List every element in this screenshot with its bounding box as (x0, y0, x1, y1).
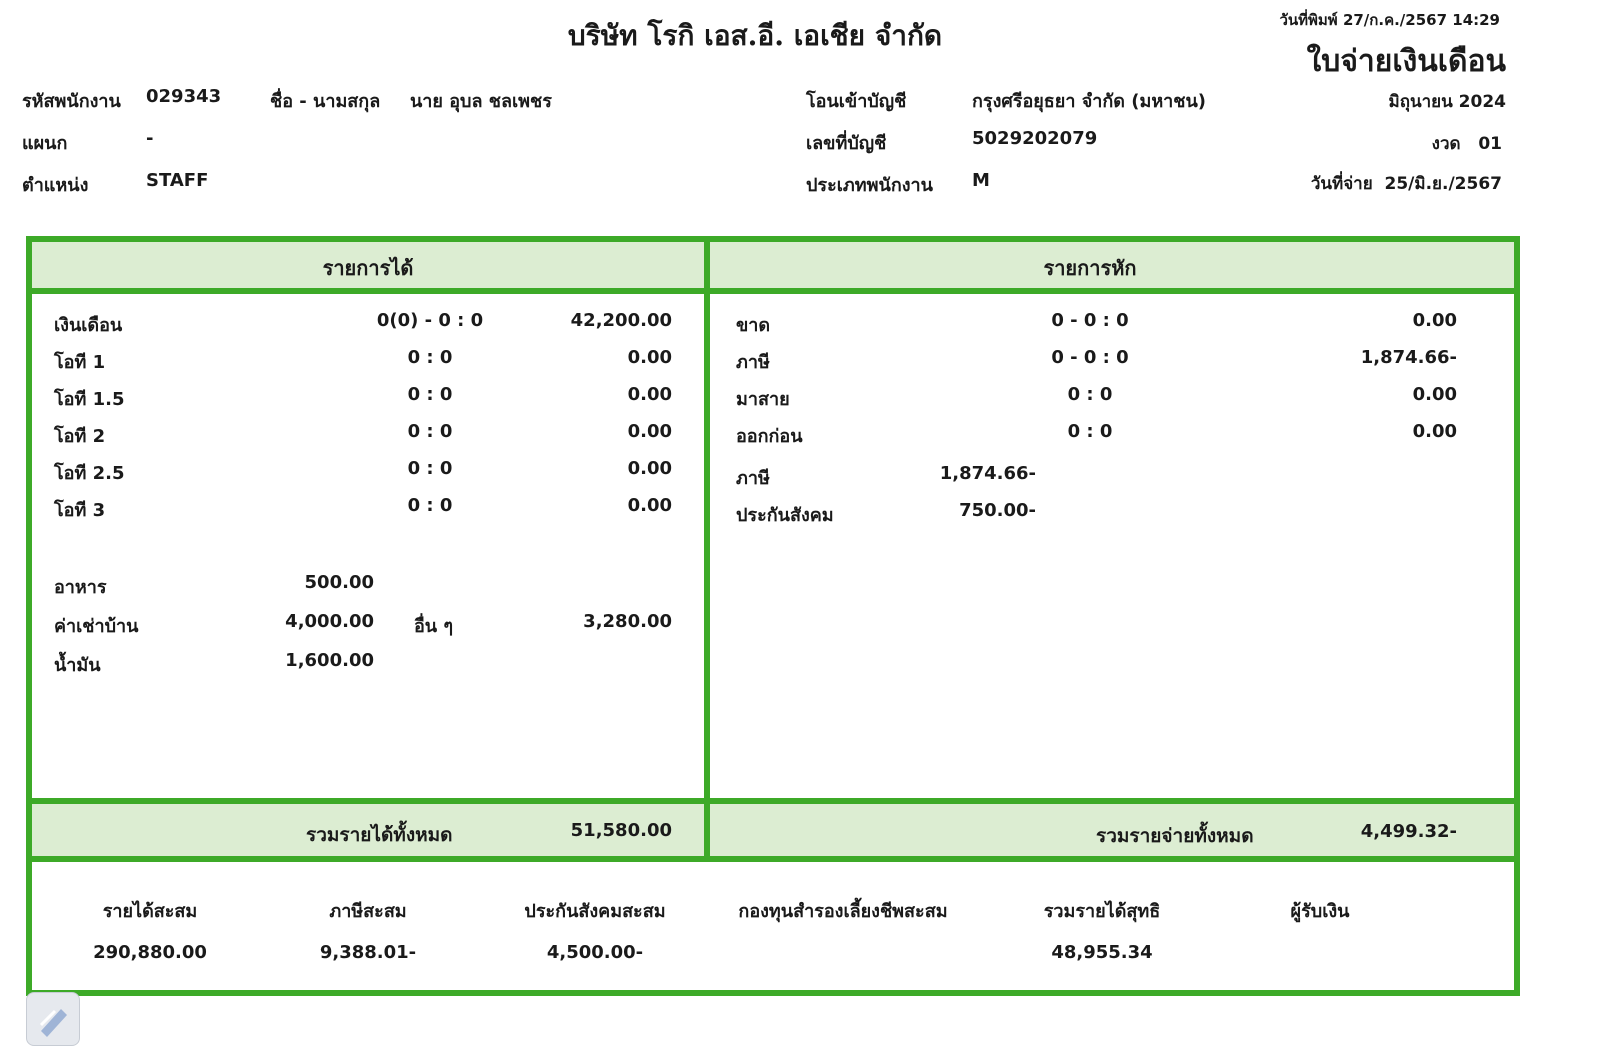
ytd-social-security: 4,500.00- (546, 942, 644, 963)
income-title: รายการได้ (322, 256, 414, 280)
print-date (1279, 8, 1500, 32)
rent-amount: 4,000.00 (285, 611, 374, 632)
income-detail: 0 : 0 (407, 347, 453, 368)
period-value: 01 (1478, 134, 1502, 154)
employee-type: M (972, 170, 990, 191)
income-detail: 0 : 0 (407, 384, 453, 405)
divider (26, 856, 1520, 862)
other-amount: 3,280.00 (583, 611, 672, 632)
deduction-amount: 0.00 (1412, 421, 1457, 442)
position-label: ตำแหน่ง (22, 175, 89, 196)
pen-icon (27, 993, 79, 1045)
income-detail: 0 : 0 (407, 421, 453, 442)
receiver-label: ผู้รับเงิน (1290, 901, 1350, 922)
income-detail: 0 : 0 (407, 458, 453, 479)
pay-date-value: 25/มิ.ย./2567 (1384, 174, 1502, 194)
divider (704, 236, 710, 860)
income-label: โอที 3 (54, 500, 106, 521)
net-income-label: รวมรายได้สุทธิ (1043, 901, 1161, 922)
income-label: โอที 2.5 (54, 463, 125, 484)
account-label: เลขที่บัญชี (806, 133, 887, 154)
net-income: 48,955.34 (1051, 942, 1153, 963)
income-total-label: รวมรายได้ทั้งหมด (306, 824, 453, 846)
department-label: แผนก (22, 133, 68, 154)
document-title: ใบจ่ายเงินเดือน (1306, 44, 1506, 79)
department: - (146, 128, 154, 149)
tax-label: ภาษี (736, 468, 770, 489)
deduction-label: ขาด (736, 315, 771, 336)
income-detail: 0 : 0 (407, 495, 453, 516)
employee-type-label: ประเภทพนักงาน (806, 175, 933, 196)
income-amount: 0.00 (627, 421, 672, 442)
name-label: ชื่อ - นามสกุล (270, 91, 381, 112)
income-label: โอที 2 (54, 426, 106, 447)
print-date-value: 27/ก.ค./2567 14:29 (1342, 11, 1500, 29)
other-label: อื่น ๆ (414, 616, 454, 637)
income-amount: 0.00 (627, 458, 672, 479)
app-badge[interactable] (26, 992, 80, 1046)
ytd-social-security-label: ประกันสังคมสะสม (524, 901, 666, 922)
ytd-income: 290,880.00 (93, 942, 207, 963)
pay-date-label: วันที่จ่าย (1310, 174, 1373, 194)
print-date-label: วันที่พิมพ์ (1279, 11, 1338, 29)
fuel-amount: 1,600.00 (285, 650, 374, 671)
divider (26, 798, 1520, 804)
deduction-total: 4,499.32- (1360, 821, 1457, 842)
tax-amount: 1,874.66- (939, 463, 1036, 484)
employee-name: นาย อุบล ชลเพชร (410, 91, 552, 112)
rent-label: ค่าเช่าบ้าน (54, 616, 139, 637)
deduction-label: ภาษี (736, 352, 770, 373)
income-amount: 0.00 (627, 347, 672, 368)
income-amount: 0.00 (627, 384, 672, 405)
provident-fund-label: กองทุนสำรองเลี้ยงชีพสะสม (738, 901, 948, 922)
ytd-tax: 9,388.01- (319, 942, 417, 963)
pay-month: มิถุนายน 2024 (1388, 92, 1506, 112)
income-label: โอที 1 (54, 352, 106, 373)
employee-id: 029343 (146, 86, 222, 107)
deduction-amount: 1,874.66- (1360, 347, 1457, 368)
income-label: เงินเดือน (54, 315, 123, 336)
deduction-title: รายการหัก (1043, 256, 1137, 280)
income-total: 51,580.00 (570, 820, 672, 841)
fuel-label: น้ำมัน (54, 655, 101, 676)
income-label: โอที 1.5 (54, 389, 125, 410)
pay-period (1432, 130, 1502, 157)
bank-name: กรุงศรีอยุธยา จำกัด (มหาชน) (972, 91, 1207, 112)
employee-id-label: รหัสพนักงาน (22, 91, 121, 112)
deduction-label: ออกก่อน (736, 426, 803, 447)
income-amount: 0.00 (627, 495, 672, 516)
account-number: 5029202079 (972, 128, 1098, 149)
deduction-label: มาสาย (736, 389, 790, 410)
ytd-income-label: รายได้สะสม (102, 901, 198, 922)
deduction-total-label: รวมรายจ่ายทั้งหมด (1096, 825, 1254, 847)
deduction-amount: 0.00 (1412, 384, 1457, 405)
social-security-amount: 750.00- (959, 500, 1036, 521)
deduction-amount: 0.00 (1412, 310, 1457, 331)
income-detail: 0(0) - 0 : 0 (376, 310, 484, 331)
income-amount: 42,200.00 (570, 310, 672, 331)
food-label: อาหาร (54, 577, 107, 598)
bank-label: โอนเข้าบัญชี (806, 91, 907, 112)
deduction-detail: 0 : 0 (1067, 421, 1113, 442)
deduction-detail: 0 : 0 (1067, 384, 1113, 405)
deduction-detail: 0 - 0 : 0 (1051, 310, 1129, 331)
position: STAFF (146, 170, 209, 191)
social-security-label: ประกันสังคม (736, 505, 834, 526)
company-name: บริษัท โรกิ เอส.อี. เอเชีย จำกัด (567, 19, 943, 52)
period-label: งวด (1431, 134, 1461, 154)
food-amount: 500.00 (304, 572, 374, 593)
deduction-detail: 0 - 0 : 0 (1051, 347, 1129, 368)
ytd-tax-label: ภาษีสะสม (329, 901, 407, 922)
divider (26, 288, 1520, 294)
pay-date (1311, 170, 1502, 197)
